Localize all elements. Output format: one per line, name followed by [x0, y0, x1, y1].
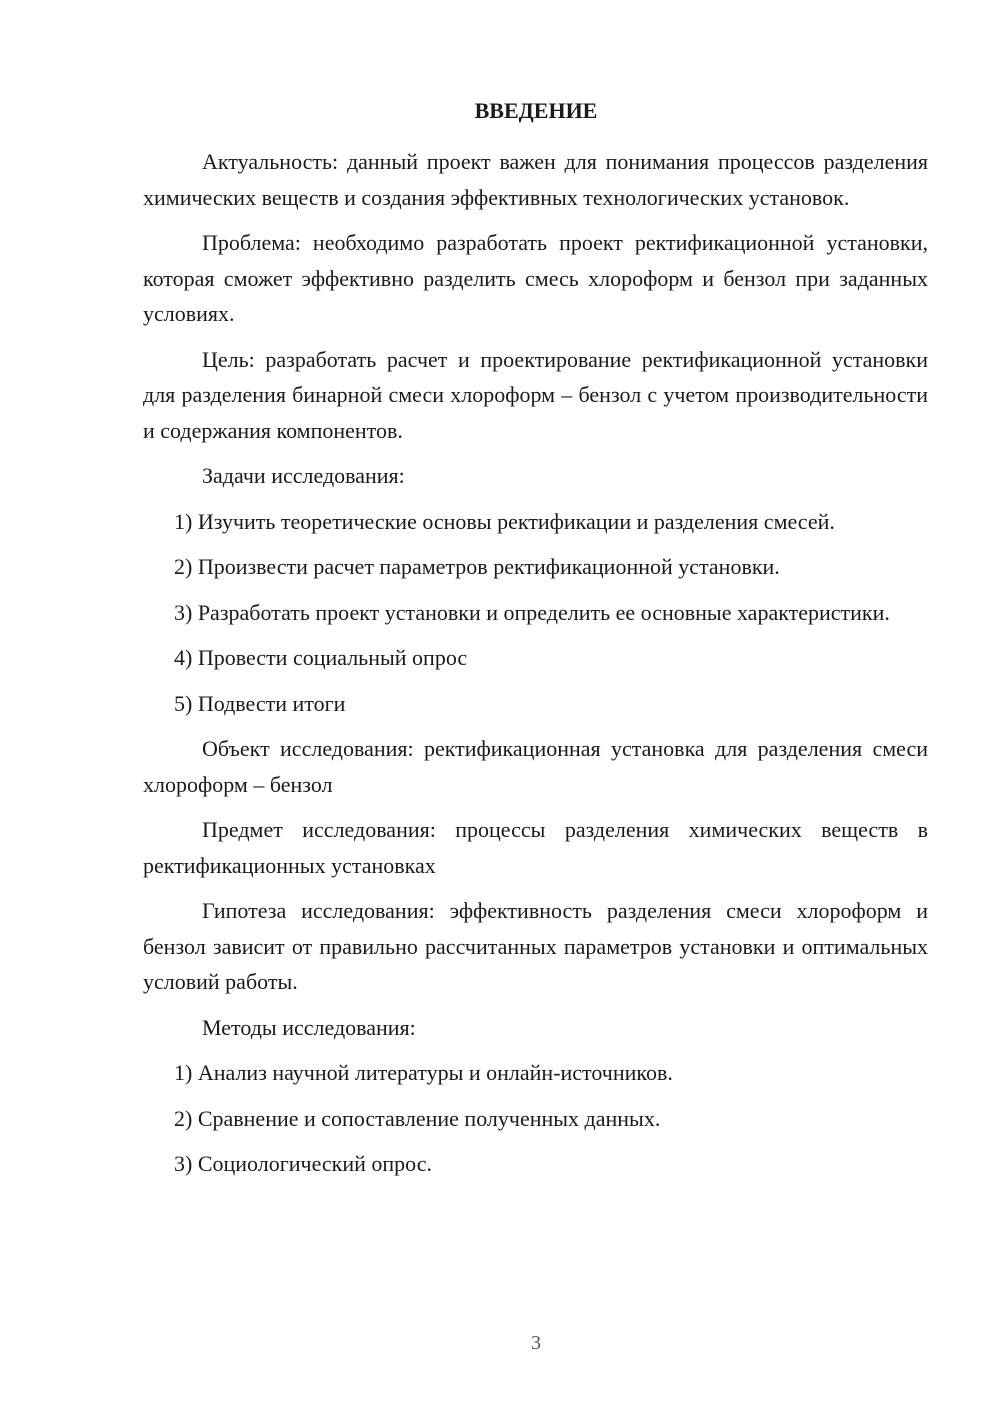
page-number: 3: [531, 1332, 541, 1354]
subject-paragraph: Предмет исследования: процессы разделения химических веществ в ректификационных установках: [143, 817, 928, 878]
method-item: 3) Социологический опрос.: [174, 1151, 432, 1176]
task-item: 4) Провести социальный опрос: [174, 645, 468, 670]
method-item: 2) Сравнение и сопоставление полученных данных.: [174, 1105, 661, 1131]
problem-paragraph: Проблема: необходимо разработать проект ректификационной установки, которая сможет эффективно разделить смесь хлороформ и бензол при заданных условиях.: [143, 230, 928, 326]
page-title: ВВЕДЕНИЕ: [474, 98, 598, 123]
object-paragraph: Объект исследования: ректификационная установка для разделения смеси хлороформ – бензол: [143, 736, 928, 797]
relevance-paragraph: Актуальность: данный проект важен для понимания процессов разделения химических веществ и создания эффективных технологических установок.: [143, 149, 928, 210]
methods-heading: Методы исследования:: [202, 1014, 416, 1040]
task-item: 3) Разработать проект установки и определить ее основные характеристики.: [174, 599, 890, 625]
task-item: 5) Подвести итоги: [174, 690, 346, 716]
tasks-heading: Задачи исследования:: [202, 463, 405, 488]
hypothesis-paragraph: Гипотеза исследования: эффективность разделения смеси хлороформ и бензол зависит от правильно рассчитанных параметров установки и оптимальных условий работы.: [143, 898, 928, 994]
goal-paragraph: Цель: разработать расчет и проектирование ректификационной установки для разделения бинарной смеси хлороформ – бензол с учетом производительности и содержания компонентов.: [143, 346, 928, 443]
task-item: 1) Изучить теоретические основы ректификации и разделения смесей.: [174, 508, 835, 534]
document-body: [143, 144, 928, 1192]
task-item: 2) Произвести расчет параметров ректификационной установки.: [174, 554, 780, 579]
method-item: 1) Анализ научной литературы и онлайн-источников.: [174, 1060, 673, 1085]
methods-list: [143, 1055, 928, 1182]
tasks-list: [143, 504, 928, 722]
